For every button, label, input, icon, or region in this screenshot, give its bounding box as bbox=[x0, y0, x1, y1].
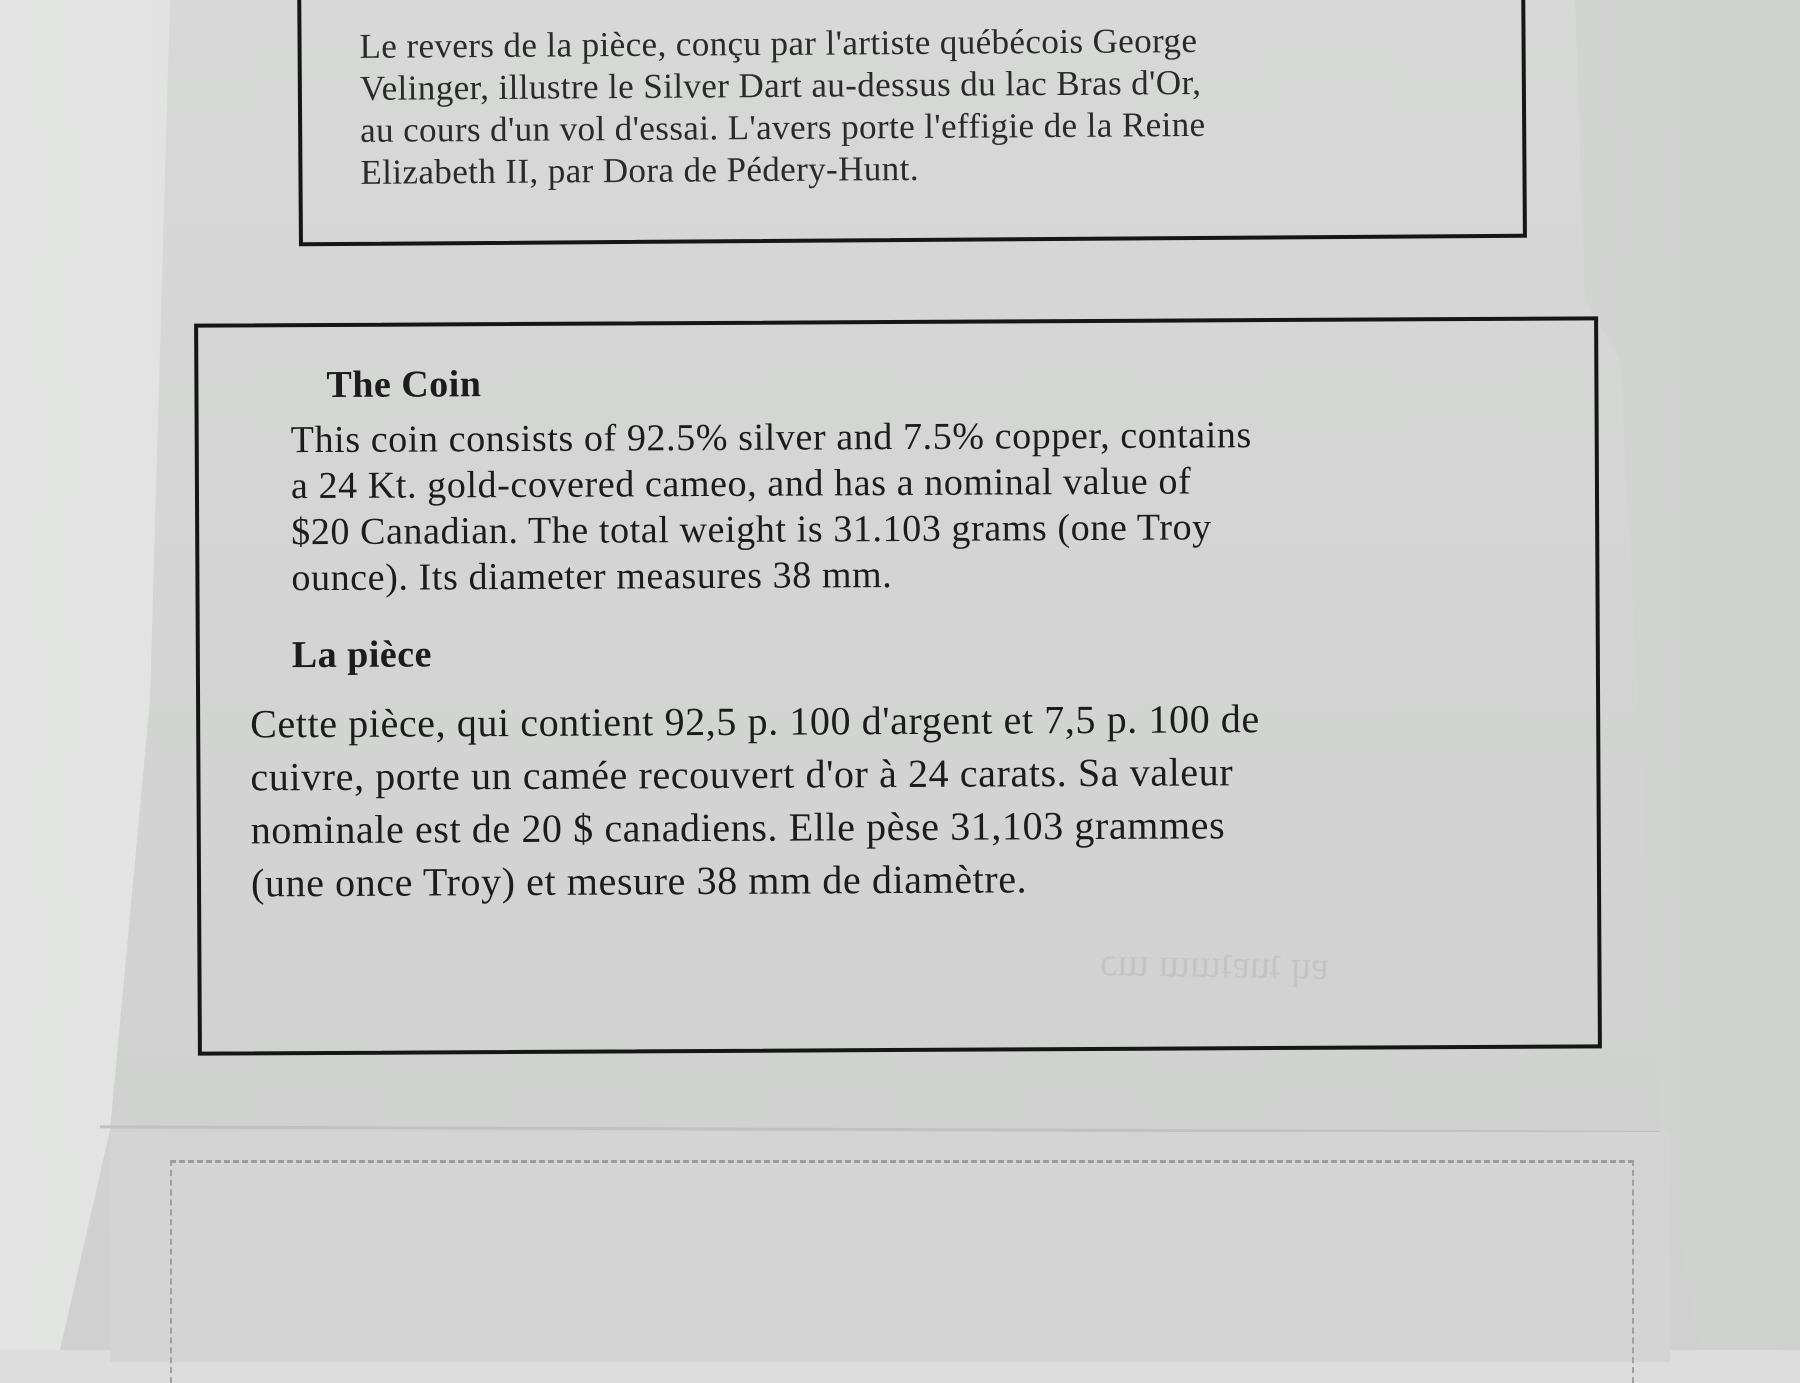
piece-heading: La pièce bbox=[291, 633, 433, 677]
coin-description bbox=[291, 411, 1522, 601]
reverse-description-text bbox=[359, 18, 1480, 194]
text-line: (une once Troy) et mesure 38 mm de diamètre. bbox=[250, 856, 1028, 906]
reverse-description-box bbox=[297, 0, 1527, 246]
text-line: This coin consists of 92.5% silver and 7.5% copper, contains bbox=[290, 414, 1252, 462]
text-line: Le revers de la pièce, conçu par l'artiste québécois George bbox=[359, 21, 1198, 66]
coin-heading: The Coin bbox=[326, 363, 482, 406]
text-line: cuivre, porte un camée recouvert d'or à 24 carats. Sa valeur bbox=[250, 749, 1234, 800]
text-line: a 24 Kt. gold-covered cameo, and has a nominal value of bbox=[290, 460, 1192, 508]
coin-details-box bbox=[194, 316, 1602, 1055]
text-line: au cours d'un vol d'essai. L'avers porte l'effigie de la Reine bbox=[360, 104, 1206, 150]
text-line: Velinger, illustre le Silver Dart au-dessus du lac Bras d'Or, bbox=[359, 62, 1202, 108]
show-through-text: ɐɥ ʇuɐʇɯɯ ɯɔ bbox=[1099, 939, 1330, 988]
text-line: nominale est de 20 $ canadiens. Elle pèse 31,103 grammes bbox=[250, 802, 1226, 853]
text-line: Cette pièce, qui contient 92,5 p. 100 d'argent et 7,5 p. 100 de bbox=[250, 696, 1260, 747]
text-line: $20 Canadian. The total weight is 31.103 grams (one Troy bbox=[291, 506, 1212, 554]
text-line: ounce). Its diameter measures 38 mm. bbox=[291, 554, 893, 600]
piece-description bbox=[250, 691, 1561, 910]
text-line: Elizabeth II, par Dora de Pédery-Hunt. bbox=[360, 148, 920, 192]
